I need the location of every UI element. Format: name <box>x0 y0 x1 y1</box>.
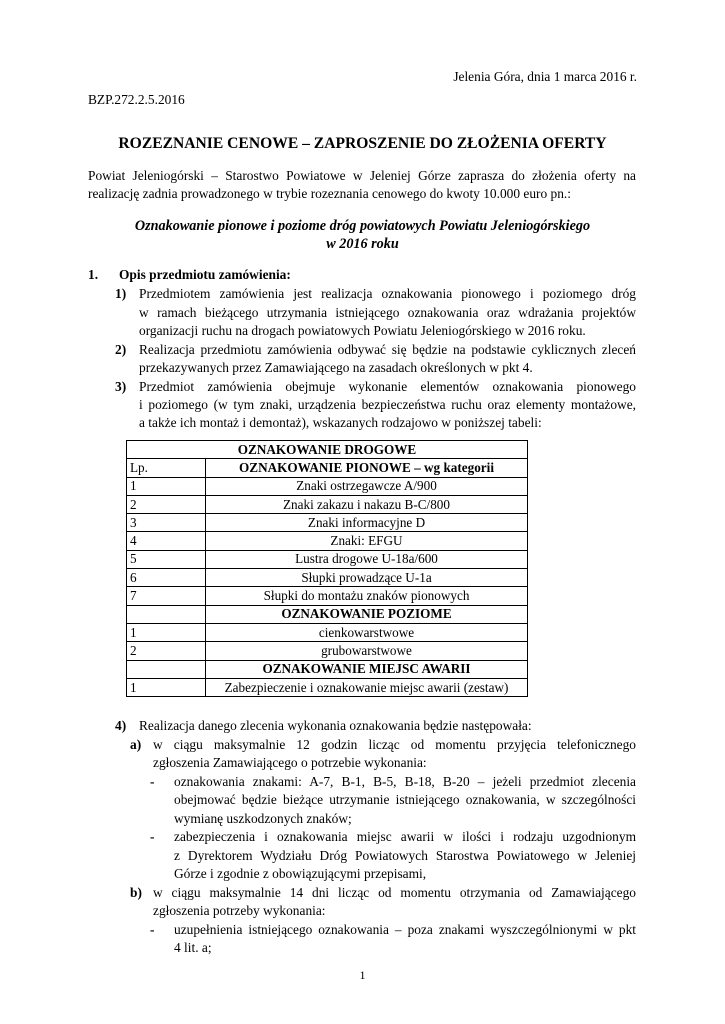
bullet-line: Górze i zgodnie z obowiązującymi przepisami, <box>174 866 427 881</box>
item-2-line: przekazywanych przez Zamawiającego na zasadach określonych w pkt 4. <box>139 360 533 375</box>
item-4-text: Realizacja danego zlecenia wykonania oznakowania będzie następowała: <box>139 718 532 733</box>
empty-cell <box>127 605 206 623</box>
row-name: cienkowarstwowe <box>206 623 528 641</box>
bullet-line: wymianę uszkodzonych znaków; <box>174 811 352 826</box>
item-3-line: Przedmiot zamówienia obejmuje wykonanie elementów oznakowania pionowego <box>139 379 636 394</box>
item-1-line: Przedmiotem zamówienia jest realizacja oznakowania pionowego i poziomego dróg <box>139 286 636 301</box>
row-name: Znaki ostrzegawcze A/900 <box>206 477 528 495</box>
item-1-marker: 1) <box>115 286 127 301</box>
subject-line-2: w 2016 roku <box>326 236 399 252</box>
row-lp: 2 <box>127 495 206 513</box>
row-name: Znaki informacyjne D <box>206 514 528 532</box>
row-lp: 2 <box>127 642 206 660</box>
table-row <box>127 532 528 550</box>
table-row <box>127 569 528 587</box>
row-lp: 5 <box>127 550 206 568</box>
road-marking-table <box>126 440 528 697</box>
bullet-line: oznakowania znakami: A-7, B-1, B-5, B-18, B-20 – jeżeli przedmiot zlecenia <box>174 774 636 789</box>
item-4a-marker: a) <box>130 737 142 752</box>
page-number: 1 <box>359 968 366 982</box>
item-4-marker: 4) <box>115 718 127 733</box>
table-row <box>127 623 528 641</box>
intro-line-2: realizację zadnia prowadzonego w trybie rozeznania cenowego do kwoty 10.000 euro pn.: <box>88 186 571 201</box>
section-heading: Opis przedmiotu zamówienia: <box>119 267 291 282</box>
empty-cell <box>127 660 206 678</box>
table-title: OZNAKOWANIE DROGOWE <box>127 441 528 459</box>
row-name: grubowarstwowe <box>206 642 528 660</box>
poziome-header: OZNAKOWANIE POZIOME <box>206 605 528 623</box>
table-row <box>127 459 528 477</box>
table-row <box>127 514 528 532</box>
item-3-marker: 3) <box>115 379 127 394</box>
table-row <box>127 660 528 678</box>
row-lp: 1 <box>127 477 206 495</box>
item-4a-line: zgłoszenia Zamawiającego o potrzebie wykonania: <box>153 755 427 770</box>
item-4a-line: w ciągu maksymalnie 12 godzin licząc od momentu przyjęcia telefonicznego <box>153 737 636 752</box>
row-lp: 6 <box>127 569 206 587</box>
row-lp: 3 <box>127 514 206 532</box>
table-row <box>127 642 528 660</box>
lp-header: Lp. <box>127 459 206 477</box>
item-4b-line: w ciągu maksymalnie 14 dni licząc od momentu otrzymania od Zamawiającego <box>153 885 636 900</box>
item-3-line: a także ich montaż i demontaż), wskazanych rodzajowo w poniższej tabeli: <box>139 415 542 430</box>
bullet-line: uzupełnienia istniejącego oznakowania – poza znakami wyszczególnionymi w pkt <box>174 922 636 937</box>
bullet-line: obejmować będzie bieżące utrzymanie istniejącego oznakowania, w szczególności <box>174 792 636 807</box>
table-row <box>127 678 528 696</box>
table-row <box>127 550 528 568</box>
intro-line-1: Powiat Jeleniogórski – Starostwo Powiatowe w Jeleniej Górze zaprasza do złożenia oferty na <box>88 168 636 183</box>
row-name: Zabezpieczenie i oznakowanie miejsc awarii (zestaw) <box>206 678 528 696</box>
row-name: Znaki zakazu i nakazu B-C/800 <box>206 495 528 513</box>
bullet-marker: - <box>150 829 155 844</box>
item-4b-marker: b) <box>130 885 142 900</box>
table-row <box>127 441 528 459</box>
pionowe-header: OZNAKOWANIE PIONOWE – wg kategorii <box>206 459 528 477</box>
awarie-header: OZNAKOWANIE MIEJSC AWARII <box>206 660 528 678</box>
item-1-line: w ramach bieżącego utrzymania istniejącego oznakowania oraz wdrażania projektów <box>139 305 636 320</box>
bullet-marker: - <box>150 774 155 789</box>
section-number: 1. <box>88 267 99 282</box>
item-3-line: i poziomego (w tym znaki, urządzenia bezpieczeństwa ruchu oraz elementy montażowe, <box>139 397 636 412</box>
row-name: Znaki: EFGU <box>206 532 528 550</box>
bullet-line: zabezpieczenia i oznakowania miejsc awarii w ilości i rodzaju uzgodnionym <box>174 829 636 844</box>
table-row <box>127 495 528 513</box>
row-name: Lustra drogowe U-18a/600 <box>206 550 528 568</box>
item-4b-line: zgłoszenia potrzeby wykonania: <box>153 903 326 918</box>
item-1-line: organizacji ruchu na drogach powiatowych Powiatu Jeleniogórskiego w 2016 roku. <box>139 323 586 338</box>
place-date: Jelenia Góra, dnia 1 marca 2016 r. <box>453 69 637 84</box>
subject-line-1: Oznakowanie pionowe i poziome dróg powiatowych Powiatu Jeleniogórskiego <box>134 218 591 234</box>
bullet-marker: - <box>150 922 155 937</box>
row-name: Słupki do montażu znaków pionowych <box>206 587 528 605</box>
row-lp: 1 <box>127 678 206 696</box>
reference-number: BZP.272.2.5.2016 <box>88 92 185 107</box>
bullet-line: 4 lit. a; <box>174 940 212 955</box>
item-2-line: Realizacja przedmiotu zamówienia odbywać się będzie na podstawie cyklicznych zleceń <box>139 342 636 357</box>
row-lp: 4 <box>127 532 206 550</box>
document-title: ROZEZNANIE CENOWE – ZAPROSZENIE DO ZŁOŻENIA OFERTY <box>118 135 607 152</box>
item-2-marker: 2) <box>115 342 127 357</box>
table-row <box>127 477 528 495</box>
bullet-line: z Dyrektorem Wydziału Dróg Powiatowych Starostwa Powiatowego w Jeleniej <box>174 848 636 863</box>
row-lp: 1 <box>127 623 206 641</box>
row-name: Słupki prowadzące U-1a <box>206 569 528 587</box>
table-row <box>127 605 528 623</box>
table-row <box>127 587 528 605</box>
row-lp: 7 <box>127 587 206 605</box>
